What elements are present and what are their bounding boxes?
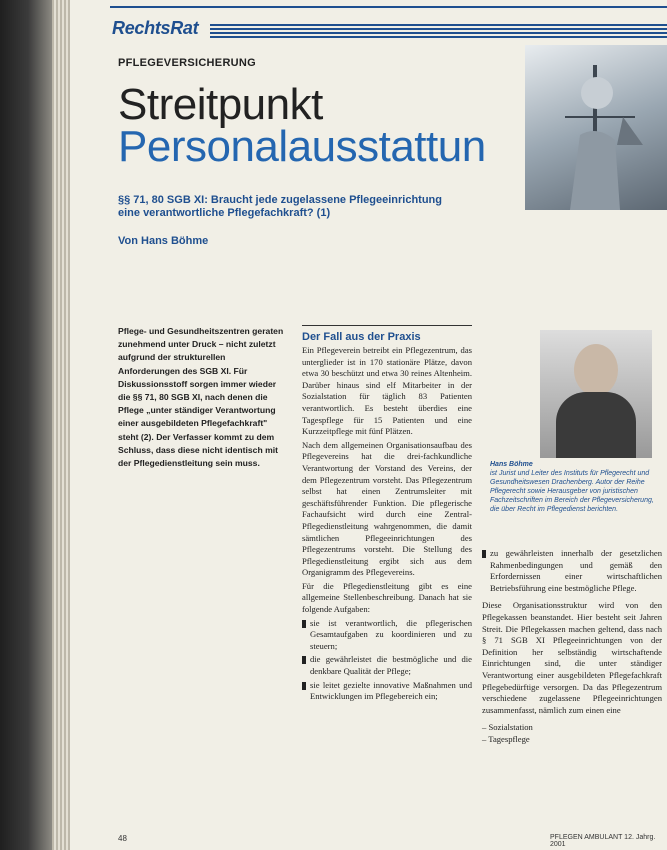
section-rule [302,325,472,326]
bullet-item: sie leitet gezielte innovative Maßnahmen und Entwicklungen im Pflegebereich ein; [302,680,472,703]
photo-body [556,392,636,458]
caption-name: Hans Böhme [490,461,533,468]
scales-icon [525,45,667,210]
journal-footer: PFLEGEN AMBULANT 12. Jahrg. 2001 [550,834,656,848]
bullet-item: sie ist verantwortlich, die pflegerischen Gesamtaufgaben zu koordinieren und zu steuern; [302,618,472,653]
article-column-3 [482,548,662,746]
paragraph: Für die Pflegedienstleitung gibt es eine allgemeine Stellenbeschreibung. Danach hat sie folgende Aufgaben: [302,580,472,615]
bullet-item: zu gewährleisten innerhalb der gesetzlichen Rahmenbedingungen und gemäß den Erfordernissen einer wirtschaftlichen Betriebsführung eine bestmögliche Pflege. [482,548,662,594]
book-spine [0,0,70,850]
photo-head [574,344,618,396]
lead-paragraph: Pflege- und Gesundheitszentren geraten zunehmend unter Druck – nicht zuletzt aufgrund der strukturellen Anforderungen des SGB XI. Für Diskussionsstoff sorgen immer wieder die §§ 71, 80 SGB XI, nach denen die Pflege „unter ständiger Verantwortung einer ausgebildeten Pflegefachkraft" steht (2). Der Verfasser kommt zu dem Schluss, dass diese nicht identisch mit der Pflegedienstleitung sein muss. [118,326,284,469]
caption-text: ist Jurist und Leiter des Instituts für Pflegerecht und Gesundheitswesen Drachenberg. Autor der Reihe Pflegerecht sowie Herausgeber von juristischen Fachzeitschriften im Bereich der Pflegeversicherung, die über Recht im Pflegedienst berichten. [490,470,654,513]
section-heading: Der Fall aus der Praxis [302,331,421,343]
bullet-item: die gewährleistet die bestmögliche und die denkbare Qualität der Pflege; [302,654,472,677]
author-photo [540,330,652,458]
header [110,14,667,40]
author: Von Hans Böhme [118,235,209,247]
magazine-page [70,0,667,850]
top-rule [110,6,667,8]
title-line-2: Personalausstattun [118,122,486,171]
subtitle: §§ 71, 80 SGB XI: Braucht jede zugelassene Pflegeeinrichtung eine verantwortliche Pflegefachkraft? (1) [118,194,442,219]
page-number: 48 [118,834,127,843]
photo-caption [490,460,662,514]
page-edges [52,0,70,850]
justitia-statue-image [525,45,667,210]
list-item: – Tagespflege [482,733,530,744]
paragraph: Ein Pflegeverein betreibt ein Pflegezentrum, das unterglieder ist in 170 stationäre Plätze, davon etwa 30 beschützt und etwa 30 reines Altenheim. Darüber hinaus sind elf Mitarbeiter in der Sozialstation für täglich 83 Patienten verantwortlich. Es besteht überdies eine Tagespflege für 15 Patienten und eine Kurzzeitpflege mit fünf Plätzen. [302,345,472,437]
paragraph: Nach dem allgemeinen Organisationsaufbau des Pflegevereins hat die drei-fachkundliche Verantwortung der Vorstand des Vereins, der dem Pflegezentrum vorsteht. Das Pflegezentrum selbst hat einen Zentrumsleiter mit geschäftsführender Funktion. Die pflegerische Fachaufsicht wird durch eine Zentral-Pflegedienstleitung wahrgenommen, die damit sämtlichen Pflegeeinrichtungen des Pflegezentrums vorsteht. Die Stellung des Pflegedienstleitung ergibt sich aus dem Organigramm des Pflegevereins. [302,439,472,578]
paragraph: Diese Organisationsstruktur wird von den Pflegekassen beanstandet. Hier besteht seit Jahren Streit. Die Pflegekassen machen geltend, dass nach § 71 SGB XI Pflegeeinrichtungen von der Definition her selbständig wirtschaftende Einrichtungen sind, die unter ständiger Verantwortung einer ausgebildeten Pflegefachkraft Pflegebedürftige versorgen. Da das Pflegezentrum verschiedene zugelassene Pflegeeinrichtungen zusammenfasst, nämlich zum einen eine [482,600,662,715]
rubric: PFLEGEVERSICHERUNG [118,57,257,69]
header-stripes [210,24,667,38]
brand-logo: RechtsRat [112,18,199,38]
title-line-1: Streitpunkt [118,80,323,129]
list-item: – Sozialstation [482,722,533,733]
article-column-2 [302,325,472,703]
